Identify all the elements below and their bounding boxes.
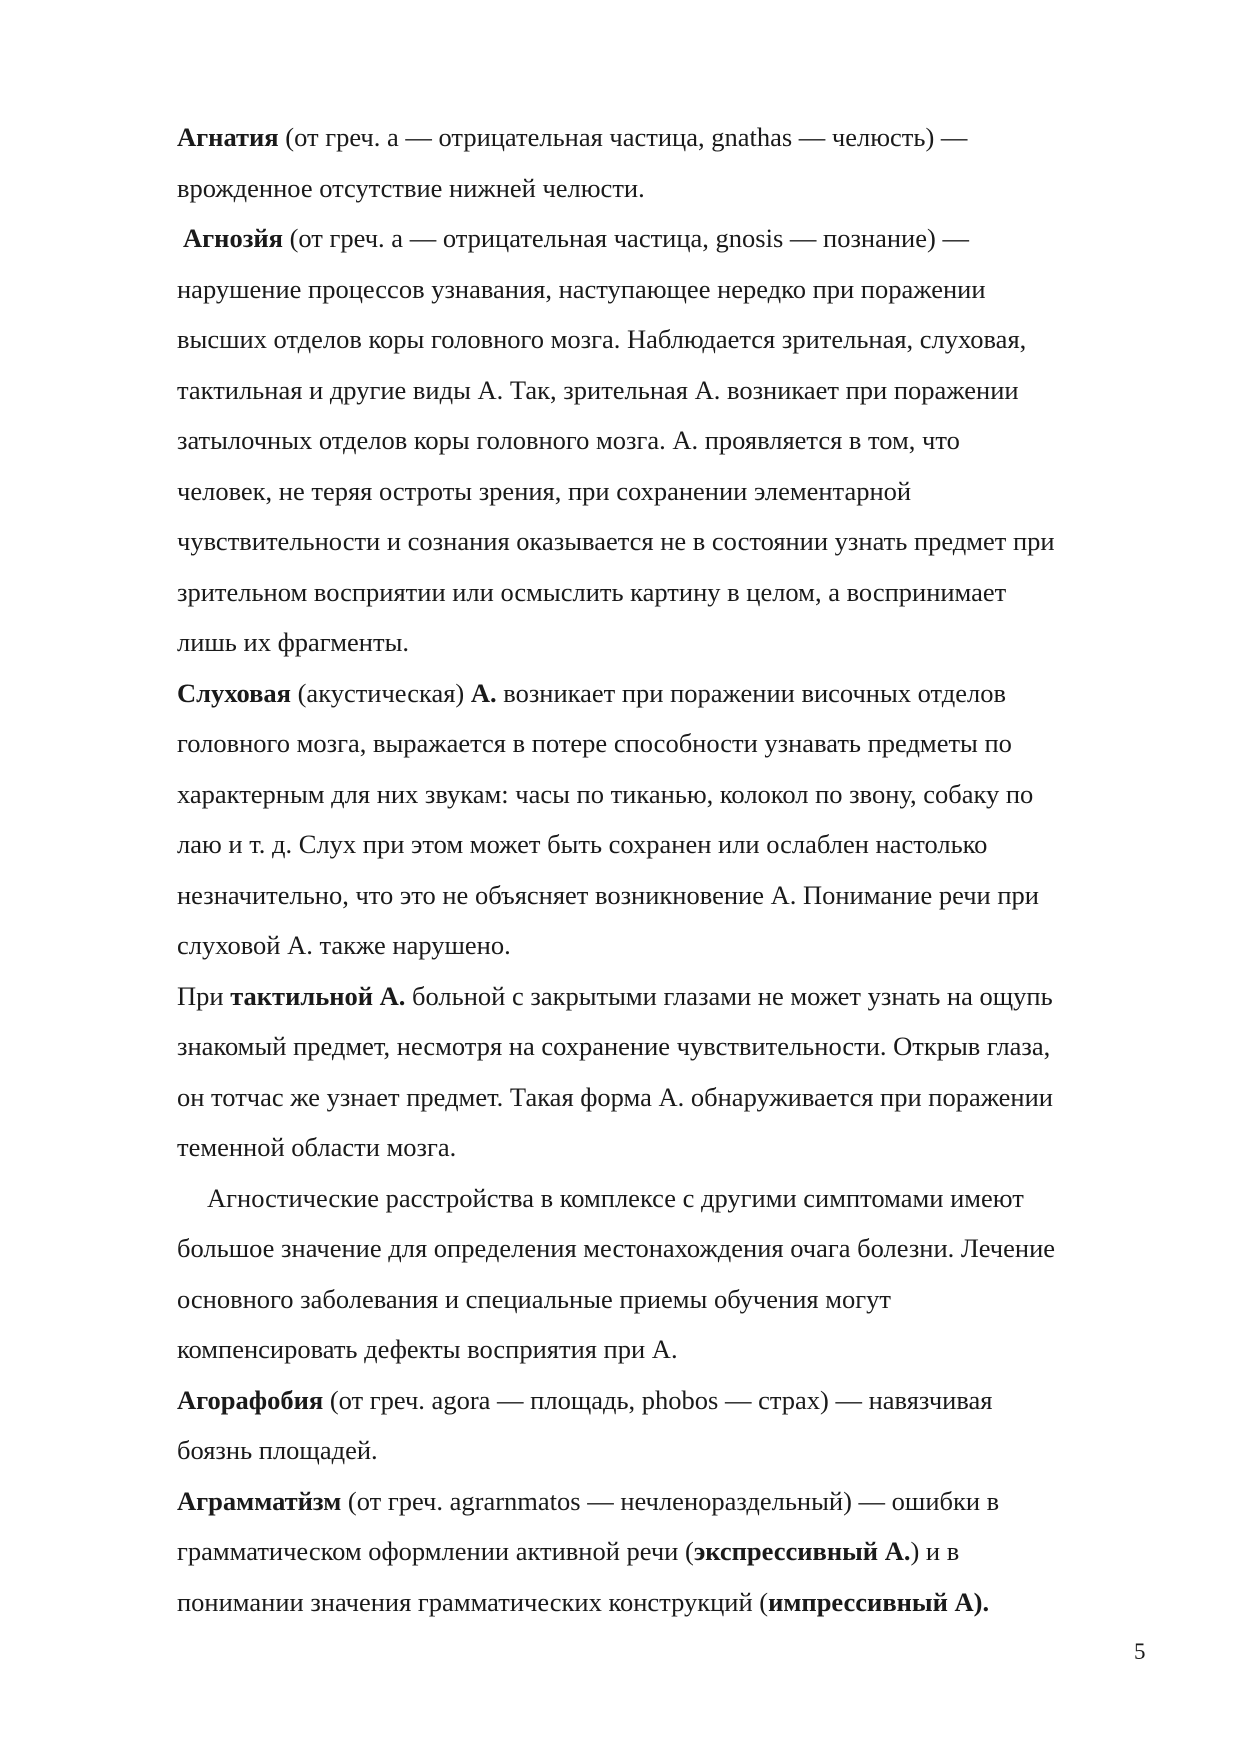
- text-line: Аграмматйзм (от греч. agrarnmatos — нечленораздельный) — ошибки в: [177, 1485, 1000, 1516]
- entry-agrammatism: [177, 1476, 1159, 1628]
- entry-tactile-agnosia: [177, 971, 1159, 1173]
- text-line: Агностические расстройства в комплексе с другими симптомами имеют: [207, 1182, 1024, 1213]
- text-line: грамматическом оформлении активной речи (экспрессивный А.) и в: [177, 1536, 960, 1566]
- text-line: зрительном восприятии или осмыслить картину в целом, а воспринимает: [177, 576, 1007, 607]
- entry-agnostic-disorders: [177, 1173, 1159, 1375]
- text-line: Слуховая (акустическая) А. возникает при поражении височных отделов: [177, 677, 1007, 708]
- text-line: головного мозга, выражается в потере способности узнавать предметы по: [177, 728, 1012, 758]
- text-line: нарушение процессов узнавания, наступающее нередко при поражении: [177, 273, 986, 304]
- entry-auditory-agnosia: [177, 668, 1159, 971]
- text-line: лишь их фрагменты.: [177, 627, 410, 657]
- text-line: Агнозйя (от греч. а — отрицательная частица, gnosis — познание) —: [183, 223, 969, 253]
- term-heading: Агнозйя: [183, 223, 283, 253]
- text-line: теменной области мозга.: [177, 1132, 457, 1162]
- term-heading: тактильной А.: [230, 980, 406, 1011]
- text-line: основного заболевания и специальные приемы обучения могут: [177, 1283, 891, 1314]
- text-line: лаю и т. д. Слух при этом может быть сохранен или ослаблен настолько: [177, 829, 988, 859]
- term-heading: Агорафобия: [177, 1384, 324, 1415]
- text-line: компенсировать дефекты восприятия при А.: [177, 1334, 678, 1364]
- text-line: затылочных отделов коры головного мозга. А. проявляется в том, что: [177, 425, 960, 455]
- entry-agoraphobia: [177, 1375, 1159, 1476]
- text-line: Агнатия (от греч. а — отрицательная частица, gnathas — челюсть) —: [177, 122, 968, 152]
- term-heading: Слуховая: [177, 677, 291, 708]
- text-line: боязнь площадей.: [177, 1435, 378, 1465]
- entry-agnatia: [177, 112, 1159, 213]
- text-line: Агорафобия (от греч. agora — площадь, phobos — страх) — навязчивая: [177, 1384, 993, 1415]
- text-body: [177, 112, 1159, 1627]
- entry-agnozia: [177, 213, 1159, 668]
- text-line: врожденное отсутствие нижней челюсти.: [177, 172, 645, 203]
- text-line: высших отделов коры головного мозга. Наблюдается зрительная, слуховая,: [177, 324, 1027, 354]
- text-line: При тактильной А. больной с закрытыми глазами не может узнать на ощупь: [177, 980, 1053, 1011]
- text-line: он тотчас же узнает предмет. Такая форма А. обнаруживается при поражении: [177, 1081, 1053, 1112]
- text-line: тактильная и другие виды А. Так, зрительная А. возникает при поражении: [177, 374, 1019, 405]
- page-number: 5: [1134, 1639, 1146, 1664]
- text-line: знакомый предмет, несмотря на сохранение чувствительности. Открыв глаза,: [177, 1031, 1051, 1061]
- term-heading: Аграмматйзм: [177, 1485, 342, 1516]
- text-line: характерным для них звукам: часы по тиканью, колокол по звону, собаку по: [177, 778, 1034, 809]
- term-heading: Агнатия: [177, 122, 279, 152]
- text-line: понимании значения грамматических конструкций (импрессивный А).: [177, 1586, 990, 1617]
- text-line: слуховой А. также нарушено.: [177, 930, 511, 960]
- text-line: чувствительности и сознания оказывается не в состоянии узнать предмет при: [177, 526, 1055, 556]
- text-line: незначительно, что это не объясняет возникновение А. Понимание речи при: [177, 879, 1039, 910]
- text-line: большое значение для определения местонахождения очага болезни. Лечение: [177, 1233, 1056, 1263]
- text-line: человек, не теряя остроты зрения, при сохранении элементарной: [177, 475, 912, 506]
